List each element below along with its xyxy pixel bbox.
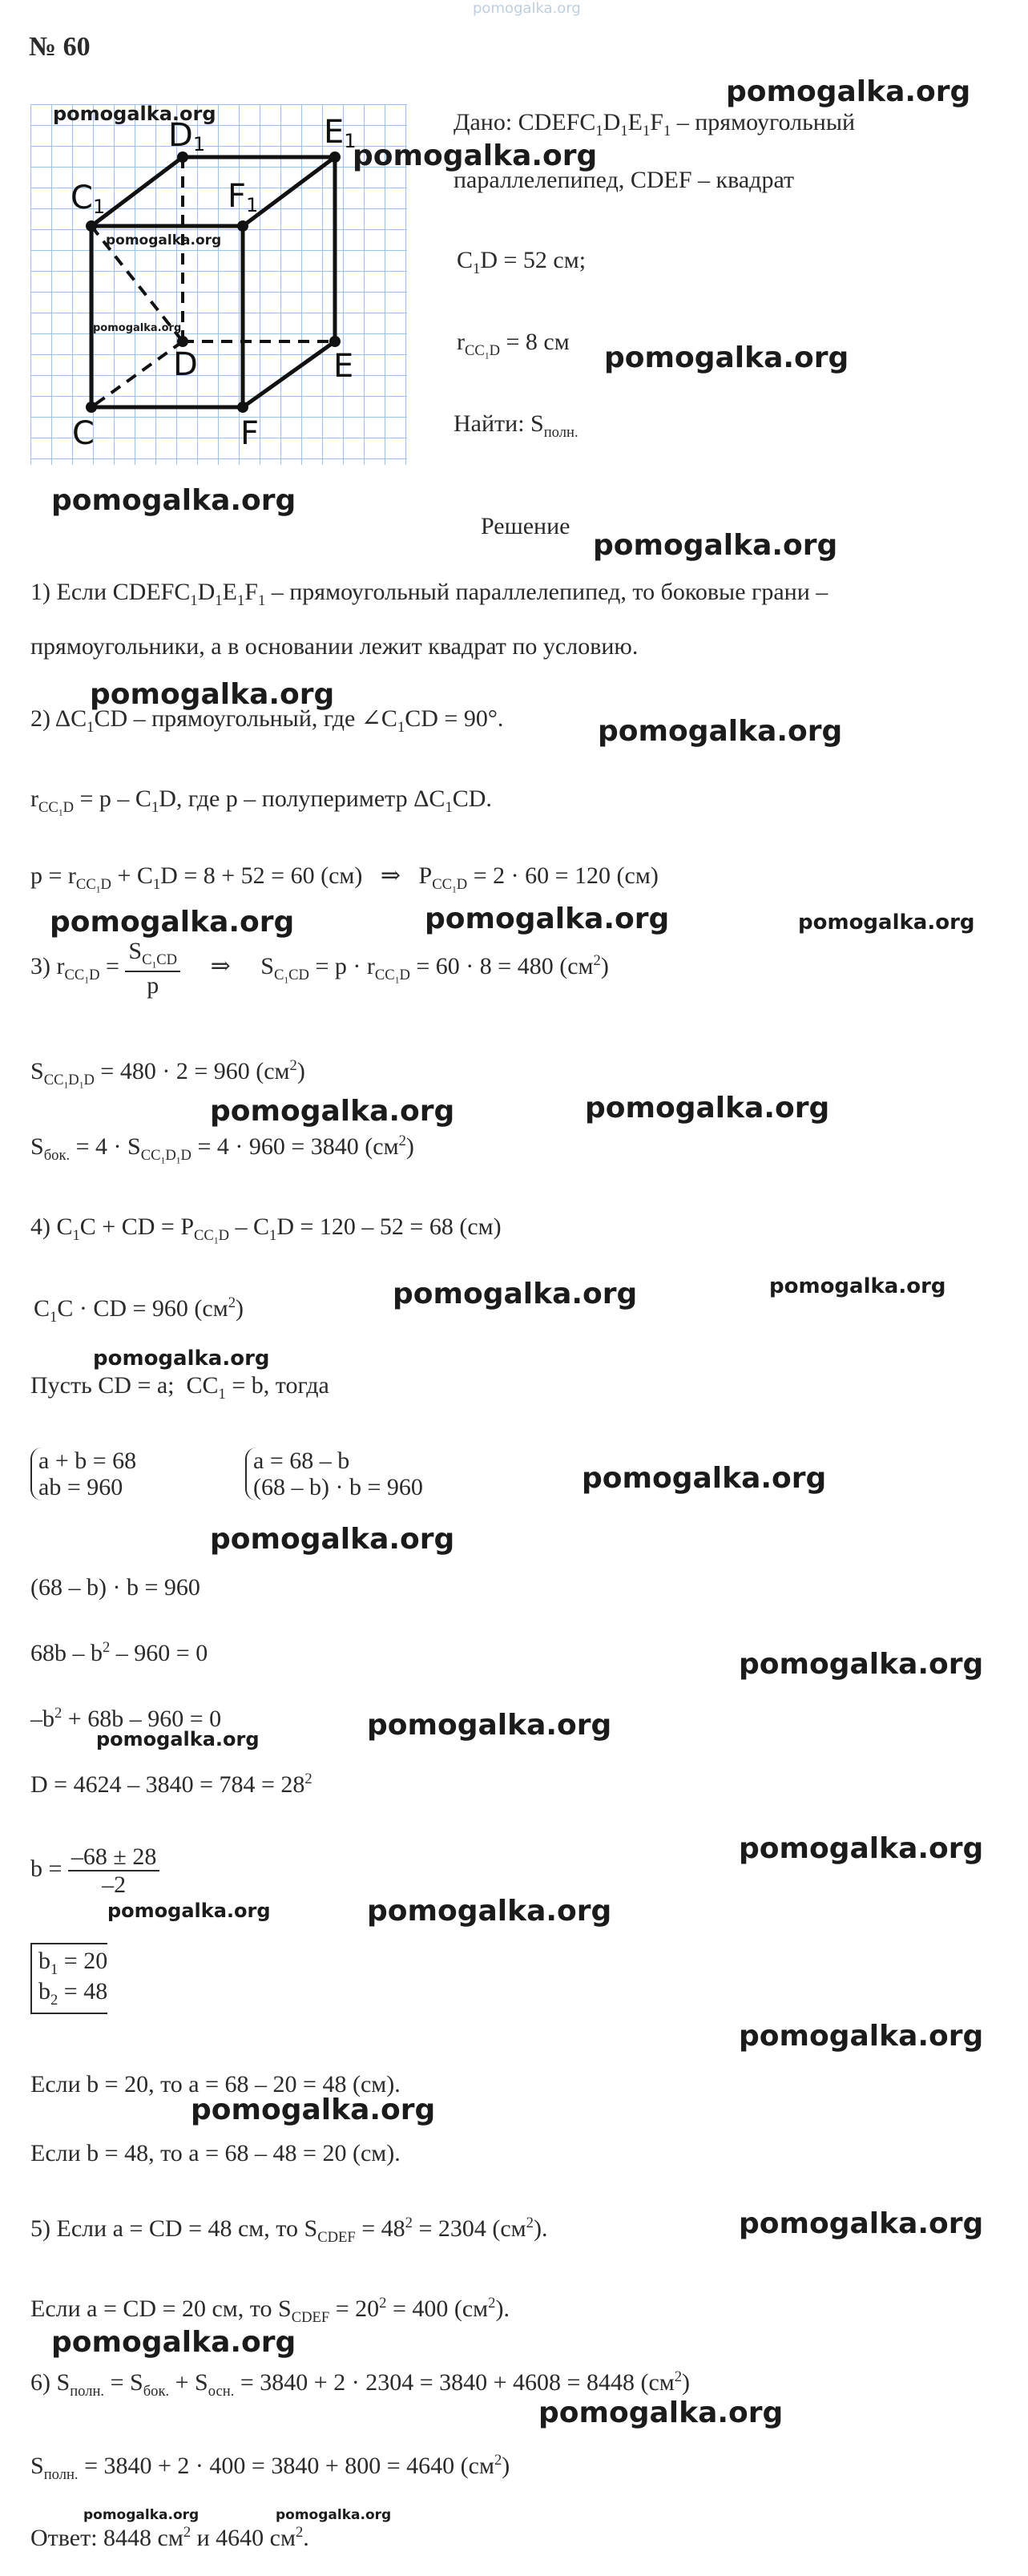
system-brace-2 [245,1447,423,1500]
label-e: E [333,348,354,385]
watermark: pomogalka.org [739,2207,984,2240]
label-f1: F1 [228,178,259,216]
watermark: pomogalka.org [107,1900,271,1922]
watermark: pomogalka.org [210,1523,455,1556]
watermark: pomogalka.org [353,139,598,172]
system-2 [245,1447,423,1500]
roots-bracket [30,1943,107,2014]
step-4-line-2: $C_1C$ · CD = 960 $(см^2)$ [34,1294,244,1326]
watermark: pomogalka.org [593,529,838,562]
step-5-line-1: 5) Если a = CD = 48 см, то $S_{CDEF} = 48^2 = 2304$ $(см^2)$. [30,2215,548,2246]
header-watermark: pomogalka.org [473,0,581,17]
given-line-5: Найти: $S_{полн.}$ [454,410,579,441]
watermark: pomogalka.org [191,2094,436,2126]
case-2: Если b = 48, то a = 68 – 48 = 20 (см). [30,2140,401,2166]
watermark: pomogalka.org [739,1648,984,1681]
root-1: $b_1 = 20$ [38,1948,108,1978]
problem-number: № 60 [29,32,91,62]
watermark: pomogalka.org [604,341,849,374]
step-2-line-2: $r_{CC_1D} = p - C_1D$, где p – полупериметр $\Delta C_1CD$. [30,785,492,818]
label-c: C [72,415,95,452]
label-e1: E1 [324,114,357,152]
given-line-2: параллелепипед, CDEF – квадрат [454,167,795,193]
given-line-1: Дано: $CDEFC_1D_1E_1F_1$ – прямоугольный [454,109,856,139]
watermark: pomogalka.org [769,1274,946,1298]
watermark: pomogalka.org [51,2326,296,2359]
step-2-line-1: 2) $\Delta C_1CD$ – прямоугольный, где $\angle C_1CD = 90^\circ$. [30,705,504,736]
answer: Ответ: 8448 $см^2$ и 4640 $см^2$. [30,2524,309,2551]
step-3-line-1: 3) $r_{CC_1D}$ = $\frac{S_{C_1CD}}{p}$ ⇒ $S_{C_1CD} = p \cdot r_{CC_1D} = 60 \cdot 8 = 480$ $(см^2)$ [30,938,609,999]
watermark: pomogalka.org [367,1895,612,1928]
watermark: pomogalka.org [276,2507,392,2523]
roots [30,1943,107,2014]
root-2: $b_2 = 48$ [38,1978,108,2009]
watermark: pomogalka.org [726,75,971,108]
step-3-line-2: $S_{CC_1D_1D} = 480 \cdot 2 = 960$ $(см^2)$ [30,1057,305,1091]
label-d: D [173,346,198,383]
fraction-roots: $\frac{-68 \pm 28}{-2}$ [68,1843,159,1898]
step-4-line-1: 4) $C_1C$ + CD = $P_{CC_1D} - C_1D = 120 - 52 = 68$ (см) [30,1213,502,1246]
system-2-eq-1: a = 68 – b [253,1447,350,1474]
step-1-line-2: прямоугольники, а в основании лежит квадрат по условию. [30,633,639,660]
watermark: pomogalka.org [425,902,670,935]
step-1-line-1: 1) Если $CDEFC_1D_1E_1F_1$ – прямоугольный параллелепипед, то боковые грани – [30,579,828,609]
watermark: pomogalka.org [367,1709,612,1742]
figure [30,104,407,465]
watermark: pomogalka.org [90,678,335,711]
given-line-4: $r_{CC_1D} = 8$ см [457,329,570,361]
watermark: pomogalka.org [739,1832,984,1865]
step-3-line-3: $S_{бок.} = 4 \cdot S_{CC_1D_1D} = 4 \cdot 960 = 3840$ $(см^2)$ [30,1133,414,1166]
equation-1: (68 – b) · b = 960 [30,1574,200,1601]
watermark: pomogalka.org [598,715,843,748]
step-6-line-1: 6) $S_{полн.} = S_{бок.} + S_{осн.} = 3840 + 2 \cdot 2304 = 3840 + 4608 = 8448$ $(см^2)$ [30,2368,691,2400]
watermark: pomogalka.org [585,1092,830,1124]
case-1: Если b = 20, то a = 68 – 20 = 48 (см). [30,2071,401,2098]
watermark: pomogalka.org [393,1278,638,1310]
watermark: pomogalka.org [51,484,296,517]
equation-2: $68b - b^2 - 960 = 0$ [30,1639,208,1666]
watermark: pomogalka.org [582,1462,827,1495]
step-2-line-3: $p = r_{CC_1D} + C_1D = 8 + 52 = 60$ (см) ⇒ $P_{CC_1D} = 2 \cdot 60 = 120$ (см) [30,862,659,895]
watermark: pomogalka.org [538,2396,784,2429]
watermark: pomogalka.org [739,2020,984,2053]
watermark: pomogalka.org [106,232,222,248]
system-1-eq-2: ab = 960 [38,1474,123,1500]
watermark: pomogalka.org [53,103,216,125]
step-5-line-2: Если a = CD = 20 см, то $S_{CDEF} = 20^2 = 400$ $(см^2)$. [30,2295,510,2326]
watermark: pomogalka.org [798,910,975,935]
system-1 [30,1447,136,1500]
given-line-3: $C_1D = 52$ см; [457,247,587,277]
step-6-line-2: $S_{полн.} = 3840 + 2 \cdot 400 = 3840 + 800 = 4640$ $(см^2)$ [30,2452,510,2483]
watermark: pomogalka.org [50,906,295,939]
label-c1: C1 [71,180,106,218]
watermark: pomogalka.org [83,2507,200,2523]
label-f: F [240,415,260,452]
equation-5: b = $\frac{-68 \pm 28}{-2}$ [30,1843,159,1898]
solution-heading: Решение [481,513,570,539]
step-4-line-3: Пусть CD = a; $CC_1 = b$, тогда [30,1372,329,1403]
watermark: pomogalka.org [210,1095,455,1128]
watermark: pomogalka.org [93,1347,270,1371]
label-d1: D1 [168,117,206,155]
system-1-eq-1: a + b = 68 [38,1447,137,1474]
watermark: pomogalka.org [93,322,182,334]
system-2-eq-2: (68 – b) · b = 960 [253,1474,423,1500]
fraction-s-over-p: $\frac{S_{C_1CD}}{p}$ [125,938,180,999]
equation-4: $D = 4624 - 3840 = 784 = 28^2$ [30,1770,312,1798]
parallelepiped-figure [30,104,407,465]
system-brace-1 [30,1447,136,1500]
watermark: pomogalka.org [96,1728,260,1750]
equation-3: $-b^2 + 68b - 960 = 0$ [30,1705,222,1732]
